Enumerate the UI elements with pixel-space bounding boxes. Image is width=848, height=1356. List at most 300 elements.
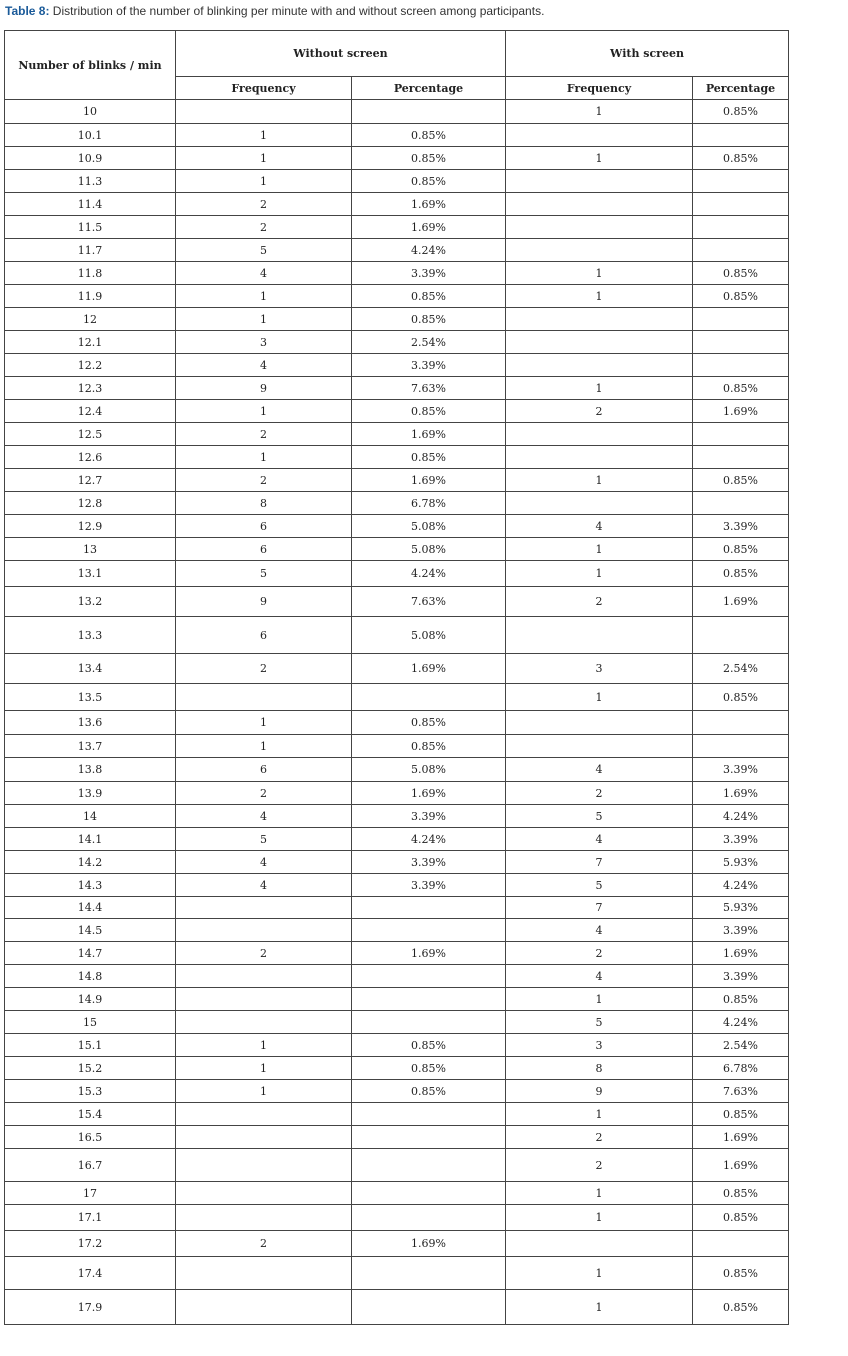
cell-blinks: 13.6: [5, 711, 176, 735]
cell-blinks: 11.8: [5, 262, 176, 285]
cell-w-freq: 4: [506, 758, 693, 782]
cell-wo-freq: 6: [176, 758, 352, 782]
cell-blinks: 16.5: [5, 1126, 176, 1149]
cell-w-pct: 0.85%: [693, 100, 789, 124]
cell-blinks: 12.5: [5, 423, 176, 446]
cell-w-pct: 0.85%: [693, 285, 789, 308]
cell-blinks: 12.1: [5, 331, 176, 354]
table-row: [5, 377, 789, 400]
cell-wo-pct: [352, 1126, 506, 1149]
cell-wo-pct: 0.85%: [352, 124, 506, 147]
cell-wo-freq: [176, 1182, 352, 1205]
cell-w-pct: 0.85%: [693, 684, 789, 711]
cell-wo-pct: 3.39%: [352, 874, 506, 897]
cell-wo-freq: [176, 684, 352, 711]
cell-wo-freq: [176, 1011, 352, 1034]
table-row: [5, 446, 789, 469]
cell-blinks: 14.4: [5, 897, 176, 919]
cell-wo-freq: 2: [176, 782, 352, 805]
cell-w-freq: 4: [506, 515, 693, 538]
cell-w-pct: 3.39%: [693, 828, 789, 851]
table-row: [5, 851, 789, 874]
cell-wo-freq: 6: [176, 538, 352, 561]
cell-w-pct: [693, 492, 789, 515]
table-row: [5, 988, 789, 1011]
cell-w-freq: [506, 216, 693, 239]
cell-w-pct: [693, 124, 789, 147]
cell-wo-pct: 0.85%: [352, 1057, 506, 1080]
table-row: [5, 469, 789, 492]
cell-blinks: 17.2: [5, 1231, 176, 1257]
cell-wo-pct: [352, 1257, 506, 1290]
cell-w-pct: 4.24%: [693, 874, 789, 897]
table-row: [5, 1080, 789, 1103]
cell-wo-freq: 8: [176, 492, 352, 515]
cell-w-freq: 1: [506, 377, 693, 400]
cell-w-pct: [693, 216, 789, 239]
cell-blinks: 12: [5, 308, 176, 331]
cell-w-freq: 8: [506, 1057, 693, 1080]
table-row: [5, 758, 789, 782]
table-row: [5, 1057, 789, 1080]
cell-wo-pct: 4.24%: [352, 828, 506, 851]
cell-w-pct: [693, 446, 789, 469]
cell-wo-pct: 4.24%: [352, 561, 506, 587]
cell-w-freq: 2: [506, 400, 693, 423]
cell-w-pct: 1.69%: [693, 1126, 789, 1149]
cell-wo-freq: 9: [176, 377, 352, 400]
cell-w-freq: 1: [506, 1290, 693, 1325]
cell-w-freq: 5: [506, 1011, 693, 1034]
cell-w-freq: 2: [506, 1126, 693, 1149]
cell-blinks: 13.1: [5, 561, 176, 587]
table-row: [5, 874, 789, 897]
cell-w-freq: [506, 170, 693, 193]
cell-blinks: 11.4: [5, 193, 176, 216]
cell-w-pct: 0.85%: [693, 1290, 789, 1325]
cell-w-pct: 7.63%: [693, 1080, 789, 1103]
cell-wo-freq: 5: [176, 561, 352, 587]
cell-blinks: 11.7: [5, 239, 176, 262]
cell-blinks: 13.7: [5, 735, 176, 758]
table-row: [5, 919, 789, 942]
cell-wo-freq: 1: [176, 147, 352, 170]
table-row: [5, 735, 789, 758]
cell-blinks: 12.2: [5, 354, 176, 377]
cell-wo-pct: 7.63%: [352, 587, 506, 617]
cell-w-freq: [506, 446, 693, 469]
cell-wo-pct: 0.85%: [352, 147, 506, 170]
cell-w-freq: 5: [506, 805, 693, 828]
cell-w-pct: 0.85%: [693, 1205, 789, 1231]
cell-blinks: 17.4: [5, 1257, 176, 1290]
table-row: [5, 262, 789, 285]
table-row: [5, 965, 789, 988]
table-row: [5, 1182, 789, 1205]
table-row: [5, 538, 789, 561]
cell-wo-pct: 6.78%: [352, 492, 506, 515]
cell-w-pct: 0.85%: [693, 469, 789, 492]
cell-wo-freq: 1: [176, 446, 352, 469]
cell-wo-freq: 2: [176, 1231, 352, 1257]
cell-blinks: 12.7: [5, 469, 176, 492]
cell-wo-pct: 1.69%: [352, 469, 506, 492]
cell-w-pct: 4.24%: [693, 1011, 789, 1034]
table-row: [5, 654, 789, 684]
cell-w-freq: 4: [506, 828, 693, 851]
table-row: [5, 1011, 789, 1034]
table-row: [5, 239, 789, 262]
cell-wo-freq: 1: [176, 400, 352, 423]
cell-wo-pct: 3.39%: [352, 805, 506, 828]
cell-wo-freq: 6: [176, 617, 352, 654]
cell-wo-freq: [176, 1126, 352, 1149]
cell-w-pct: [693, 331, 789, 354]
cell-w-pct: 1.69%: [693, 400, 789, 423]
cell-w-freq: 1: [506, 538, 693, 561]
cell-wo-freq: 1: [176, 1080, 352, 1103]
table-row: [5, 285, 789, 308]
cell-w-freq: 1: [506, 988, 693, 1011]
cell-wo-freq: [176, 100, 352, 124]
cell-w-pct: 0.85%: [693, 377, 789, 400]
cell-wo-freq: 2: [176, 942, 352, 965]
header-without-percentage: Percentage: [352, 77, 506, 100]
cell-w-freq: [506, 331, 693, 354]
cell-wo-freq: 1: [176, 124, 352, 147]
cell-w-freq: [506, 617, 693, 654]
cell-wo-pct: 5.08%: [352, 758, 506, 782]
table-row: [5, 515, 789, 538]
cell-blinks: 10.9: [5, 147, 176, 170]
cell-blinks: 14: [5, 805, 176, 828]
table-row: [5, 805, 789, 828]
cell-w-pct: 1.69%: [693, 942, 789, 965]
cell-wo-freq: 2: [176, 469, 352, 492]
cell-wo-pct: 7.63%: [352, 377, 506, 400]
cell-w-freq: 3: [506, 654, 693, 684]
cell-blinks: 13.4: [5, 654, 176, 684]
cell-w-freq: [506, 239, 693, 262]
cell-wo-freq: 6: [176, 515, 352, 538]
cell-wo-freq: [176, 1205, 352, 1231]
cell-wo-freq: [176, 1103, 352, 1126]
cell-w-pct: 1.69%: [693, 782, 789, 805]
cell-w-freq: [506, 1231, 693, 1257]
cell-w-pct: 0.85%: [693, 1182, 789, 1205]
cell-w-freq: 9: [506, 1080, 693, 1103]
cell-wo-pct: 0.85%: [352, 170, 506, 193]
cell-wo-freq: 1: [176, 285, 352, 308]
header-with-screen: With screen: [506, 31, 789, 77]
cell-blinks: 15.2: [5, 1057, 176, 1080]
table-row: [5, 897, 789, 919]
cell-wo-pct: 1.69%: [352, 423, 506, 446]
cell-w-pct: 0.85%: [693, 538, 789, 561]
cell-wo-freq: 5: [176, 239, 352, 262]
cell-wo-pct: 1.69%: [352, 942, 506, 965]
table-row: [5, 782, 789, 805]
cell-blinks: 12.9: [5, 515, 176, 538]
cell-blinks: 13.9: [5, 782, 176, 805]
cell-wo-pct: 5.08%: [352, 515, 506, 538]
cell-wo-pct: [352, 1182, 506, 1205]
table-row: [5, 216, 789, 239]
cell-blinks: 15.4: [5, 1103, 176, 1126]
cell-w-freq: 1: [506, 1182, 693, 1205]
cell-w-pct: 0.85%: [693, 1103, 789, 1126]
table-row: [5, 561, 789, 587]
table-row: [5, 492, 789, 515]
cell-blinks: 15.3: [5, 1080, 176, 1103]
cell-w-freq: 5: [506, 874, 693, 897]
table-row: [5, 1290, 789, 1325]
cell-w-pct: 0.85%: [693, 561, 789, 587]
cell-wo-freq: [176, 897, 352, 919]
cell-wo-freq: 1: [176, 170, 352, 193]
table-row: [5, 124, 789, 147]
cell-blinks: 13.2: [5, 587, 176, 617]
table-row: [5, 100, 789, 124]
cell-w-freq: 1: [506, 147, 693, 170]
cell-wo-freq: [176, 988, 352, 1011]
cell-wo-pct: [352, 1290, 506, 1325]
table-row: [5, 942, 789, 965]
cell-w-pct: [693, 239, 789, 262]
cell-wo-pct: 1.69%: [352, 782, 506, 805]
cell-blinks: 12.4: [5, 400, 176, 423]
table-row: [5, 1034, 789, 1057]
cell-w-pct: 1.69%: [693, 1149, 789, 1182]
cell-wo-pct: [352, 1103, 506, 1126]
cell-blinks: 13: [5, 538, 176, 561]
cell-w-freq: 2: [506, 942, 693, 965]
cell-w-pct: 3.39%: [693, 758, 789, 782]
cell-w-pct: 5.93%: [693, 897, 789, 919]
cell-wo-freq: 5: [176, 828, 352, 851]
cell-blinks: 13.3: [5, 617, 176, 654]
table-row: [5, 1126, 789, 1149]
cell-wo-freq: 1: [176, 735, 352, 758]
cell-wo-freq: 4: [176, 874, 352, 897]
cell-blinks: 10.1: [5, 124, 176, 147]
cell-w-pct: [693, 308, 789, 331]
cell-wo-pct: 0.85%: [352, 446, 506, 469]
table-caption-text: Distribution of the number of blinking per minute with and without screen among participants.: [49, 4, 545, 18]
header-without-frequency: Frequency: [176, 77, 352, 100]
cell-blinks: 12.8: [5, 492, 176, 515]
cell-blinks: 14.9: [5, 988, 176, 1011]
cell-wo-freq: 4: [176, 805, 352, 828]
cell-wo-pct: 3.39%: [352, 354, 506, 377]
header-without-screen: Without screen: [176, 31, 506, 77]
cell-w-freq: 1: [506, 262, 693, 285]
cell-w-freq: 1: [506, 561, 693, 587]
table-row: [5, 1231, 789, 1257]
cell-w-pct: 3.39%: [693, 515, 789, 538]
cell-wo-freq: [176, 919, 352, 942]
cell-w-pct: [693, 354, 789, 377]
cell-wo-freq: 2: [176, 423, 352, 446]
table-row: [5, 423, 789, 446]
cell-wo-pct: [352, 1011, 506, 1034]
cell-w-pct: 1.69%: [693, 587, 789, 617]
cell-w-freq: [506, 193, 693, 216]
cell-wo-freq: [176, 1149, 352, 1182]
table-body: [5, 100, 789, 1325]
cell-wo-freq: 2: [176, 654, 352, 684]
cell-w-pct: [693, 1231, 789, 1257]
cell-wo-freq: 1: [176, 308, 352, 331]
cell-w-freq: 1: [506, 285, 693, 308]
cell-w-freq: 4: [506, 965, 693, 988]
cell-w-freq: [506, 423, 693, 446]
table-row: [5, 1103, 789, 1126]
cell-w-pct: [693, 423, 789, 446]
table-row: [5, 147, 789, 170]
cell-wo-freq: 3: [176, 331, 352, 354]
cell-w-freq: 2: [506, 587, 693, 617]
table-row: [5, 354, 789, 377]
cell-w-pct: 3.39%: [693, 965, 789, 988]
cell-blinks: 14.8: [5, 965, 176, 988]
cell-wo-pct: 0.85%: [352, 285, 506, 308]
cell-wo-pct: 4.24%: [352, 239, 506, 262]
cell-wo-freq: 4: [176, 354, 352, 377]
cell-w-freq: [506, 711, 693, 735]
cell-wo-pct: 0.85%: [352, 308, 506, 331]
cell-wo-pct: 3.39%: [352, 851, 506, 874]
cell-wo-pct: 1.69%: [352, 654, 506, 684]
cell-wo-pct: 5.08%: [352, 538, 506, 561]
cell-wo-freq: 1: [176, 1034, 352, 1057]
cell-blinks: 14.2: [5, 851, 176, 874]
cell-w-freq: 1: [506, 469, 693, 492]
cell-w-pct: [693, 711, 789, 735]
header-with-frequency: Frequency: [506, 77, 693, 100]
cell-w-freq: [506, 735, 693, 758]
cell-w-pct: 5.93%: [693, 851, 789, 874]
cell-blinks: 13.5: [5, 684, 176, 711]
header-row-groups: [5, 31, 789, 77]
table-row: [5, 1257, 789, 1290]
cell-blinks: 14.7: [5, 942, 176, 965]
cell-w-freq: 1: [506, 1257, 693, 1290]
cell-wo-pct: [352, 1149, 506, 1182]
cell-blinks: 12.6: [5, 446, 176, 469]
cell-w-freq: [506, 124, 693, 147]
cell-wo-pct: [352, 1205, 506, 1231]
cell-wo-pct: 1.69%: [352, 193, 506, 216]
cell-wo-pct: [352, 965, 506, 988]
table-row: [5, 587, 789, 617]
cell-blinks: 16.7: [5, 1149, 176, 1182]
cell-blinks: 17.1: [5, 1205, 176, 1231]
cell-blinks: 15.1: [5, 1034, 176, 1057]
cell-wo-freq: 2: [176, 193, 352, 216]
blink-distribution-table: [4, 30, 789, 1325]
cell-w-pct: 0.85%: [693, 147, 789, 170]
cell-w-pct: [693, 193, 789, 216]
cell-wo-freq: 4: [176, 262, 352, 285]
table-row: [5, 684, 789, 711]
cell-w-freq: [506, 308, 693, 331]
cell-w-pct: [693, 170, 789, 193]
cell-w-pct: [693, 617, 789, 654]
table-row: [5, 400, 789, 423]
cell-blinks: 13.8: [5, 758, 176, 782]
cell-wo-freq: [176, 1257, 352, 1290]
cell-w-pct: 4.24%: [693, 805, 789, 828]
table-row: [5, 1149, 789, 1182]
cell-wo-pct: [352, 897, 506, 919]
cell-w-pct: 0.85%: [693, 1257, 789, 1290]
table-row: [5, 331, 789, 354]
cell-blinks: 12.3: [5, 377, 176, 400]
table-row: [5, 711, 789, 735]
cell-blinks: 11.9: [5, 285, 176, 308]
cell-w-freq: 2: [506, 782, 693, 805]
cell-w-freq: 7: [506, 851, 693, 874]
cell-wo-pct: 0.85%: [352, 1034, 506, 1057]
cell-w-freq: 4: [506, 919, 693, 942]
cell-wo-freq: [176, 1290, 352, 1325]
table-row: [5, 828, 789, 851]
cell-wo-pct: 1.69%: [352, 1231, 506, 1257]
cell-w-freq: 1: [506, 100, 693, 124]
cell-blinks: 15: [5, 1011, 176, 1034]
header-with-percentage: Percentage: [693, 77, 789, 100]
cell-w-freq: 1: [506, 684, 693, 711]
cell-wo-pct: 1.69%: [352, 216, 506, 239]
cell-wo-freq: 1: [176, 711, 352, 735]
cell-blinks: 14.5: [5, 919, 176, 942]
cell-blinks: 10: [5, 100, 176, 124]
cell-w-freq: 2: [506, 1149, 693, 1182]
cell-wo-pct: [352, 100, 506, 124]
cell-wo-pct: [352, 684, 506, 711]
cell-w-pct: [693, 735, 789, 758]
cell-wo-pct: 0.85%: [352, 711, 506, 735]
cell-w-pct: 3.39%: [693, 919, 789, 942]
cell-blinks: 17.9: [5, 1290, 176, 1325]
cell-w-freq: 1: [506, 1103, 693, 1126]
table-row: [5, 1205, 789, 1231]
table-caption-label: Table 8:: [5, 4, 50, 18]
cell-wo-freq: [176, 965, 352, 988]
cell-wo-pct: 0.85%: [352, 400, 506, 423]
cell-w-freq: [506, 354, 693, 377]
cell-wo-pct: [352, 919, 506, 942]
cell-wo-pct: 2.54%: [352, 331, 506, 354]
cell-w-pct: 0.85%: [693, 988, 789, 1011]
cell-blinks: 14.1: [5, 828, 176, 851]
cell-w-freq: 7: [506, 897, 693, 919]
header-number-of-blinks: Number of blinks / min: [5, 31, 176, 100]
cell-blinks: 11.5: [5, 216, 176, 239]
cell-blinks: 14.3: [5, 874, 176, 897]
cell-w-freq: 3: [506, 1034, 693, 1057]
cell-w-pct: 2.54%: [693, 1034, 789, 1057]
cell-blinks: 17: [5, 1182, 176, 1205]
cell-wo-pct: 0.85%: [352, 735, 506, 758]
cell-w-pct: 2.54%: [693, 654, 789, 684]
cell-w-freq: [506, 492, 693, 515]
table-row: [5, 170, 789, 193]
table-caption: [5, 4, 544, 18]
cell-wo-freq: 1: [176, 1057, 352, 1080]
table-row: [5, 617, 789, 654]
